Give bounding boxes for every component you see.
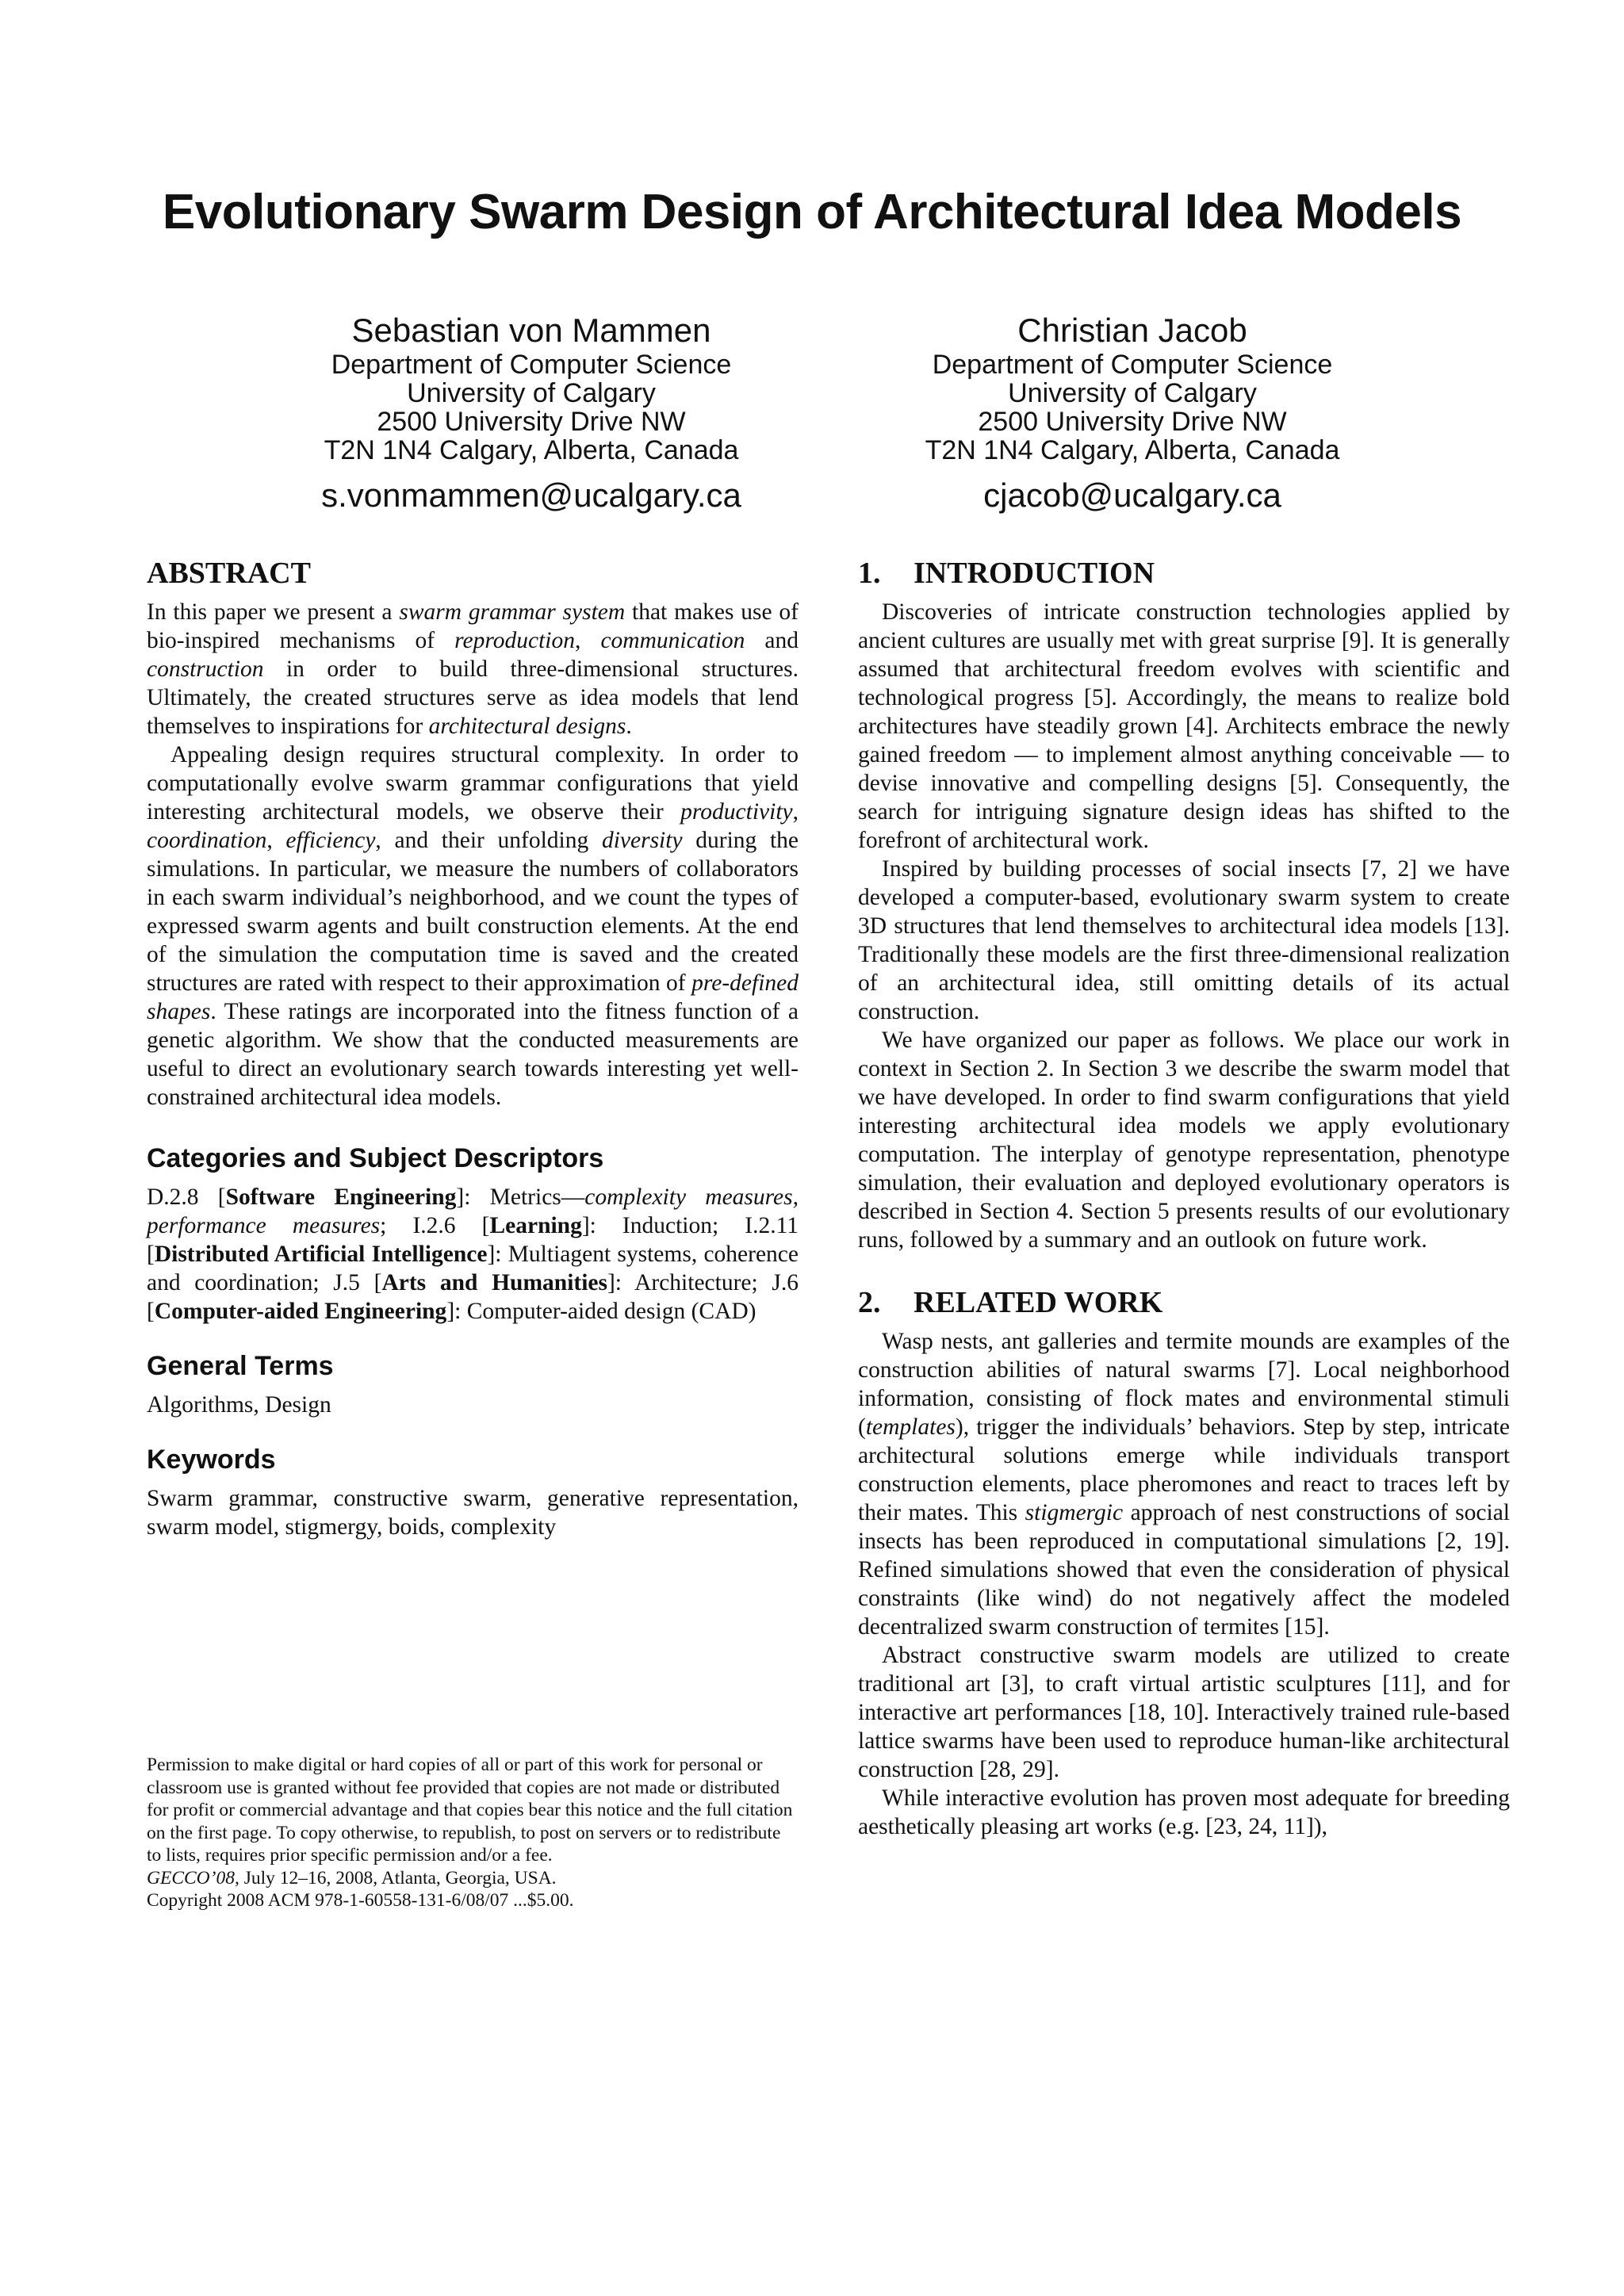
author-university: University of Calgary bbox=[407, 378, 656, 408]
right-column bbox=[858, 555, 1510, 1841]
related-paragraph-3: While interactive evolution has proven most adequate for breeding aesthetically pleasing art works (e.g. [23, 24, 11]), bbox=[858, 1785, 1510, 1839]
author-city: T2N 1N4 Calgary, Alberta, Canada bbox=[324, 435, 739, 465]
author-university: University of Calgary bbox=[1008, 378, 1257, 408]
related-paragraph-1: Wasp nests, ant galleries and termite mounds are examples of the construction abilities of natural swarms [7]. Local neighborhood information, consisting of flock mates and environmental stimuli (templates), trigger the individuals’ behaviors. Step by step, intricate architectural solutions emerge while individuals transport construction elements, place pheromones and react to traces left by their mates. This stigmergic approach of nest constructions of social insects has been reproduced in computational simulations [2, 19]. Refined simulations showed that even the consideration of physical constraints (like wind) do not negatively affect the modeled decentralized swarm construction of termites [15]. bbox=[858, 1329, 1510, 1640]
categories-heading: Categories and Subject Descriptors bbox=[147, 1143, 604, 1173]
permission-notice bbox=[147, 1754, 799, 1912]
permission-text: Permission to make digital or hard copies of all or part of this work for personal or classroom use is granted without fee provided that copies are not made or distributed for profit or commercial advantage and that copies bear this notice and the full citation on the first page. To copy otherwise, to republish, to post on servers or to redistribute to lists, requires prior specific permission and/or a fee. bbox=[147, 1755, 793, 1866]
left-column bbox=[147, 555, 799, 1541]
author-email: s.vonmammen@ucalgary.ca bbox=[321, 476, 741, 514]
intro-paragraph-3: We have organized our paper as follows. We place our work in context in Section 2. In Section 3 we describe the swarm model that we have developed. In order to find swarm configurations that yield interesting architectural idea models we apply evolutionary computation. The interplay of genotype representation, phenotype simulation, their evaluation and deployed evolutionary operators is described in Section 4. Section 5 presents results of our evolutionary runs, followed by a summary and an outlook on future work. bbox=[858, 1027, 1510, 1253]
author-email: cjacob@ucalgary.ca bbox=[983, 476, 1281, 514]
copyright-line: Copyright 2008 ACM 978-1-60558-131-6/08/07 ...$5.00. bbox=[147, 1890, 574, 1911]
general-terms-text: Algorithms, Design bbox=[147, 1392, 331, 1418]
author-name: Sebastian von Mammen bbox=[351, 312, 711, 349]
author-department: Department of Computer Science bbox=[932, 350, 1333, 380]
abstract-heading: ABSTRACT bbox=[147, 557, 311, 590]
keywords-text: Swarm grammar, constructive swarm, generative representation, swarm model, stigmergy, boids, complexity bbox=[147, 1486, 799, 1540]
intro-paragraph-2: Inspired by building processes of social insects [7, 2] we have developed a computer-based, evolutionary swarm system to create 3D structures that lend themselves to architectural idea models [13]. Traditionally these models are the first three-dimensional realization of an architectural idea, still omitting details of its actual construction. bbox=[858, 856, 1510, 1024]
abstract-paragraph-1: In this paper we present a swarm grammar system that makes use of bio-inspired mechanisms of reproduction, communication and construction in order to build three-dimensional structures. Ultimately, the created structures serve as idea models that lend themselves to inspirations for architectural designs. bbox=[147, 599, 799, 739]
related-work-heading: 2. RELATED WORK bbox=[858, 1286, 1163, 1319]
author-street: 2500 University Drive NW bbox=[978, 407, 1287, 437]
abstract-paragraph-2: Appealing design requires structural complexity. In order to computationally evolve swarm grammar configurations that yield interesting architectural models, we observe their productivity, coordination, efficiency, and their unfolding diversity during the simulations. In particular, we measure the numbers of collaborators in each swarm individual’s neighborhood, and we count the types of expressed swarm agents and built construction elements. At the end of the simulation the computation time is saved and the created structures are rated with respect to their approximation of pre-defined shapes. These ratings are incorporated into the fitness function of a genetic algorithm. We show that the conducted measurements are useful to direct an evolutionary search towards interesting yet well-constrained architectural idea models. bbox=[147, 742, 799, 1110]
author-street: 2500 University Drive NW bbox=[377, 407, 686, 437]
keywords-heading: Keywords bbox=[147, 1445, 276, 1475]
related-paragraph-2: Abstract constructive swarm models are utilized to create traditional art [3], to craft virtual artistic sculptures [11], and for interactive art performances [18, 10]. Interactively trained rule-based lattice swarms have been used to reproduce human-like architectural construction [28, 29]. bbox=[858, 1643, 1510, 1782]
author-city: T2N 1N4 Calgary, Alberta, Canada bbox=[925, 435, 1340, 465]
author-name: Christian Jacob bbox=[1017, 312, 1247, 349]
conference-line: GECCO’08, July 12–16, 2008, Atlanta, Georgia, USA. bbox=[147, 1867, 557, 1888]
author-block-2 bbox=[831, 311, 1434, 515]
author-department: Department of Computer Science bbox=[331, 350, 732, 380]
introduction-heading: 1. INTRODUCTION bbox=[858, 557, 1155, 590]
general-terms-heading: General Terms bbox=[147, 1351, 334, 1381]
paper-title: Evolutionary Swarm Design of Architectural Idea Models bbox=[162, 185, 1462, 239]
author-block-1 bbox=[230, 311, 833, 515]
categories-text: D.2.8 [Software Engineering]: Metrics—complexity measures, performance measures; I.2.6 [Learning]: Induction; I.2.11 [Distributed Artificial Intelligence]: Multiagent systems, coherence and coordination; J.5 [Arts and Humanities]: Architecture; J.6 [Computer-aided Engineering]: Computer-aided design (CAD) bbox=[147, 1184, 799, 1324]
intro-paragraph-1: Discoveries of intricate construction technologies applied by ancient cultures are usually met with great surprise [9]. It is generally assumed that architectural freedom evolves with scientific and technological progress [5]. Accordingly, the means to realize bold architectures have steadily grown [4]. Architects embrace the newly gained freedom — to implement almost anything conceivable — to devise innovative and compelling designs [5]. Consequently, the search for intriguing signature design ideas has shifted to the forefront of architectural work. bbox=[858, 599, 1510, 853]
